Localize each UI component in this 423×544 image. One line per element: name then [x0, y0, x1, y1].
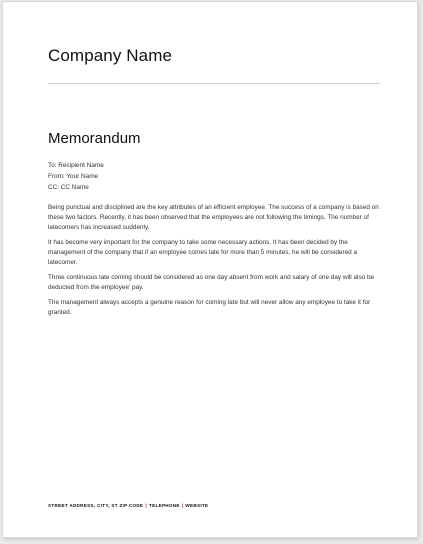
header-divider — [48, 83, 380, 84]
memo-recipients — [48, 160, 104, 193]
memo-body — [48, 203, 383, 323]
footer-contact — [48, 503, 208, 508]
footer-telephone: TELEPHONE — [149, 503, 180, 508]
memo-title: Memorandum — [48, 130, 141, 147]
memo-paragraph: The management always accepts a genuine reason for coming late but will never allow any employee to take it for granted. — [48, 299, 371, 316]
footer-address: STREET ADDRESS, CITY, ST ZIP CODE — [48, 503, 144, 508]
company-name: Company Name — [48, 46, 173, 65]
memo-paragraph: It has become very important for the company to take some necessary actions. It has been decided by the management of the company that if an employee comes late for more than 5 minutes, he will be considered a latecomer. — [48, 239, 358, 266]
footer-separator: | — [145, 503, 147, 508]
memo-from: From: Your Name — [48, 173, 99, 180]
footer-website: WEBSITE — [185, 503, 209, 508]
document-page — [3, 2, 417, 537]
memo-paragraph: Being punctual and disciplined are the key attributes of an efficient employee. The success of a company is based on these two factors. Recently, it has been observed that the employees are not following the timings. The number of latecomers has increased suddenly. — [48, 204, 379, 231]
memo-cc: CC: CC Name — [48, 184, 89, 191]
memo-paragraph: Three continuous late coming should be considered as one day absent from work and salary of one day will also be deducted from the employee’ pay. — [48, 274, 375, 291]
memo-to: To: Recipient Name — [48, 162, 104, 169]
footer-separator: | — [181, 503, 184, 508]
